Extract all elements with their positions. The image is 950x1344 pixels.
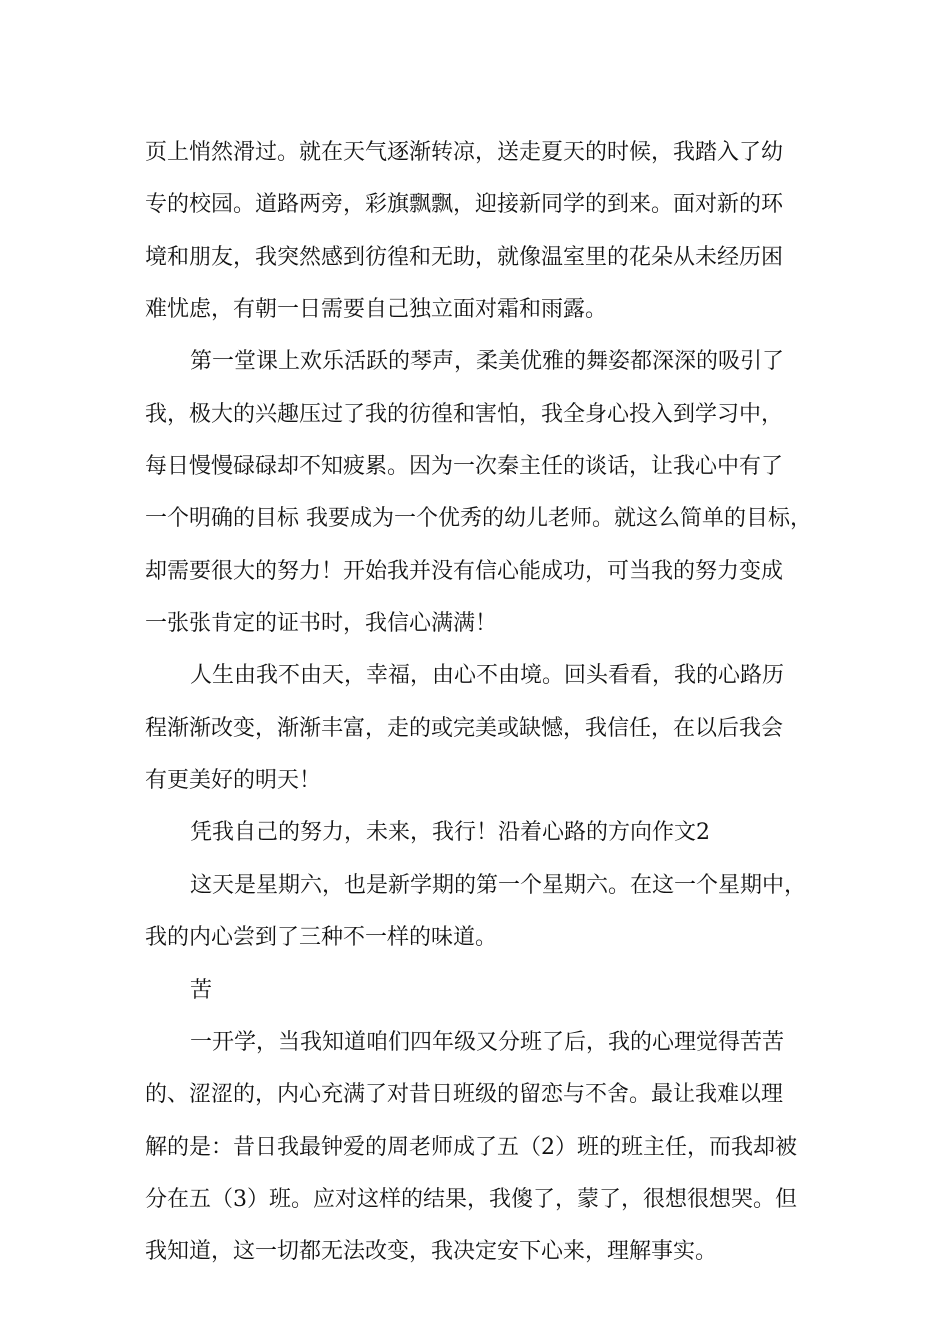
text-line: 分在五（3）班。应对这样的结果，我傻了，蒙了，很想很想哭。但 <box>145 1186 797 1212</box>
text-line: 每日慢慢碌碌却不知疲累。因为一次秦主任的谈话，让我心中有了 <box>145 454 784 480</box>
text-line: 一个明确的目标 我要成为一个优秀的幼儿老师。就这么简单的目标， <box>145 506 812 532</box>
text-line: 第一堂课上欢乐活跃的琴声，柔美优雅的舞姿都深深的吸引了 <box>190 349 785 375</box>
text-line: 一张张肯定的证书时，我信心满满！ <box>145 611 498 637</box>
text-line: 一开学，当我知道咱们四年级又分班了后，我的心理觉得苦苦 <box>190 1029 785 1055</box>
text-line: 我，极大的兴趣压过了我的彷徨和害怕，我全身心投入到学习中， <box>145 401 784 427</box>
text-line: 这天是星期六，也是新学期的第一个星期六。在这一个星期中， <box>190 872 807 898</box>
text-line: 解的是：昔日我最钟爱的周老师成了五（2）班的班主任，而我却被 <box>145 1134 797 1160</box>
text-line: 页上悄然滑过。就在天气逐渐转凉，送走夏天的时候，我踏入了幼 <box>145 140 784 165</box>
document-body <box>145 130 825 1282</box>
text-line: 难忧虑，有朝一日需要自己独立面对霜和雨露。 <box>145 297 608 323</box>
text-line: 我的内心尝到了三种不一样的味道。 <box>145 925 498 951</box>
text-line: 专的校园。道路两旁，彩旗飘飘，迎接新同学的到来。面对新的环 <box>145 192 784 218</box>
text-line: 却需要很大的努力！开始我并没有信心能成功，可当我的努力变成 <box>145 558 784 584</box>
text-line: 人生由我不由天，幸福，由心不由境。回头看看，我的心路历 <box>190 663 785 689</box>
text-line: 的、涩涩的，内心充满了对昔日班级的留恋与不舍。最让我难以理 <box>145 1082 784 1108</box>
text-line: 程渐渐改变，渐渐丰富，走的或完美或缺憾，我信任，在以后我会 <box>145 715 784 741</box>
text-line: 有更美好的明天！ <box>145 768 322 794</box>
text-line: 凭我自己的努力，未来，我行！沿着心路的方向作文2 <box>190 820 710 846</box>
text-line: 我知道，这一切都无法改变，我决定安下心来，理解事实。 <box>145 1239 718 1265</box>
text-line: 苦 <box>190 977 213 1003</box>
text-line: 境和朋友，我突然感到彷徨和无助，就像温室里的花朵从未经历困 <box>145 244 784 270</box>
